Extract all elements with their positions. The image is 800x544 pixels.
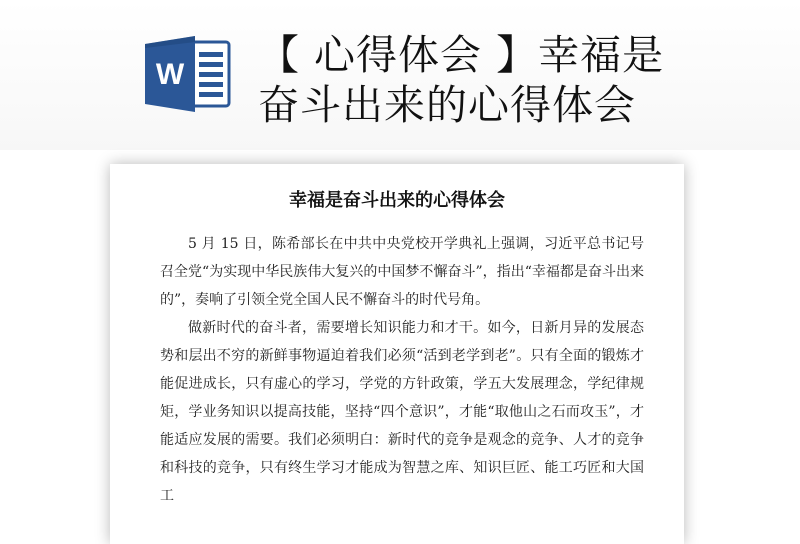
document-title: 幸福是奋斗出来的心得体会 <box>289 190 505 211</box>
word-icon-letter: W <box>155 58 185 91</box>
page-title-line-2: 奋斗出来的心得体会 <box>258 81 636 129</box>
page-title-line-1: 【 心得体会 】幸福是 <box>258 31 665 79</box>
page-title <box>258 30 698 130</box>
document-page <box>110 164 684 544</box>
word-document-icon <box>143 34 233 114</box>
paragraph: 5 月 15 日，陈希部长在中共中央党校开学典礼上强调，习近平总书记号召全党“为实现中华民族伟大复兴的中国梦不懈奋斗”，指出“幸福都是奋斗出来的”，奏响了引领全党全国人民不懈奋斗的时代号角。 <box>160 236 644 308</box>
paragraph: 做新时代的奋斗者，需要增长知识能力和才干。如今，日新月异的发展态势和层出不穷的新鲜事物逼迫着我们必须“活到老学到老”。只有全面的锻炼才能促进成长，只有虚心的学习，学党的方针政策，学五大发展理念，学纪律规矩，学业务知识以提高技能，坚持“四个意识”，才能“取他山之石而攻玉”，才能适应发展的需要。我们必须明白：新时代的竞争是观念的竞争、人才的竞争和科技的竞争，只有终生学习才能成为智慧之库、知识巨匠、能工巧匠和大国工 <box>160 320 644 504</box>
document-body <box>160 230 644 510</box>
